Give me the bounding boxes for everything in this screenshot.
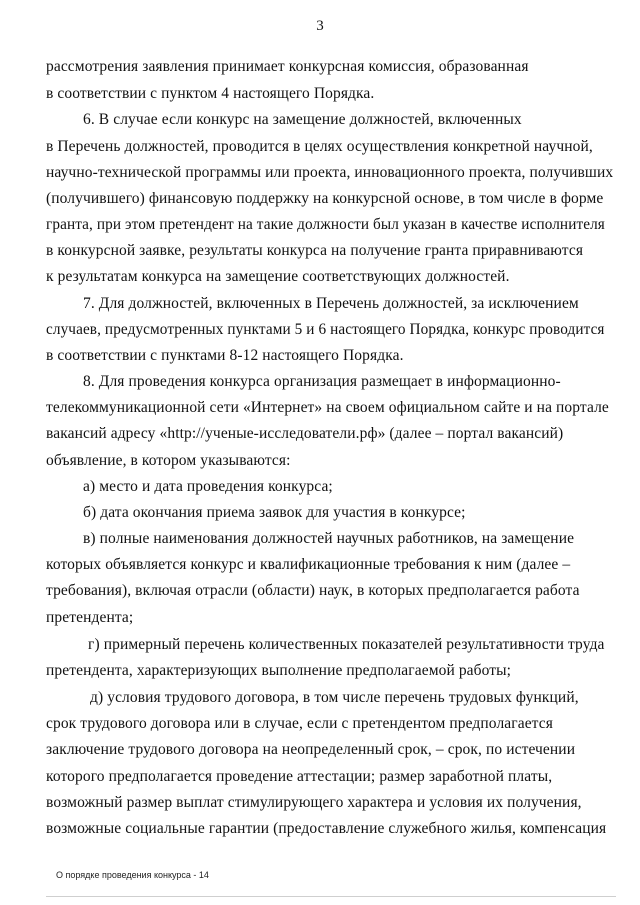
text-line: объявление, в котором указываются: (46, 452, 291, 469)
text-line: вакансий адресу «http://ученые-исследователи.рф» (далее – портал вакансий) (46, 425, 564, 442)
page-edge-divider (46, 896, 616, 897)
text-line: в Перечень должностей, проводится в целях осуществления конкретной научной, (46, 138, 593, 155)
text-line: (получившего) финансовую поддержку на конкурсной основе, в том числе в форме (46, 190, 604, 207)
text-line: 7. Для должностей, включенных в Перечень должностей, за исключением (83, 295, 579, 312)
text-line: б) дата окончания приема заявок для участия в конкурсе; (83, 504, 466, 521)
text-line: г) примерный перечень количественных показателей результативности труда (88, 636, 605, 653)
text-line: научно-технической программы или проекта, инновационного проекта, получивших (46, 164, 614, 181)
text-line: в соответствии с пунктами 8-12 настоящего Порядка. (46, 347, 404, 364)
text-line: гранта, при этом претендент на такие должности был указан в качестве исполнителя (46, 216, 605, 233)
text-line: заключение трудового договора на неопределенный срок, – срок, по истечении (46, 741, 576, 758)
document-footer: О порядке проведения конкурса - 14 (56, 870, 209, 880)
text-line: а) место и дата проведения конкурса; (83, 478, 333, 495)
text-line: требования), включая отрасли (области) наук, в которых предполагается работа (46, 582, 580, 599)
text-line: срок трудового договора или в случае, если с претендентом предполагается (46, 715, 553, 732)
text-line: в) полные наименования должностей научных работников, на замещение (83, 530, 575, 547)
text-line: 6. В случае если конкурс на замещение должностей, включенных (83, 111, 522, 128)
text-line: возможный размер выплат стимулирующего характера и условия их получения, (46, 794, 582, 811)
text-line: претендента; (46, 609, 134, 626)
text-line: претендента, характеризующих выполнение предполагаемой работы; (46, 662, 512, 679)
text-line: в соответствии с пунктом 4 настоящего Порядка. (46, 85, 375, 102)
text-line: д) условия трудового договора, в том числе перечень трудовых функций, (90, 689, 579, 706)
text-line: к результатам конкурса на замещение соответствующих должностей. (46, 268, 510, 285)
text-line: в конкурсной заявке, результаты конкурса на получение гранта приравниваются (46, 242, 584, 259)
text-line: 8. Для проведения конкурса организация размещает в информационно- (83, 373, 561, 390)
text-line: возможные социальные гарантии (предоставление служебного жилья, компенсация (46, 820, 607, 837)
text-line: которых объявляется конкурс и квалификационные требования к ним (далее – (46, 556, 571, 573)
page-number: 3 (316, 18, 324, 34)
text-line: рассмотрения заявления принимает конкурсная комиссия, образованная (46, 58, 529, 75)
text-line: случаев, предусмотренных пунктами 5 и 6 настоящего Порядка, конкурс проводится (46, 321, 605, 338)
text-line: которого предполагается проведение аттестации; размер заработной платы, (46, 768, 553, 785)
text-line: телекоммуникационной сети «Интернет» на своем официальном сайте и на портале (46, 399, 609, 416)
